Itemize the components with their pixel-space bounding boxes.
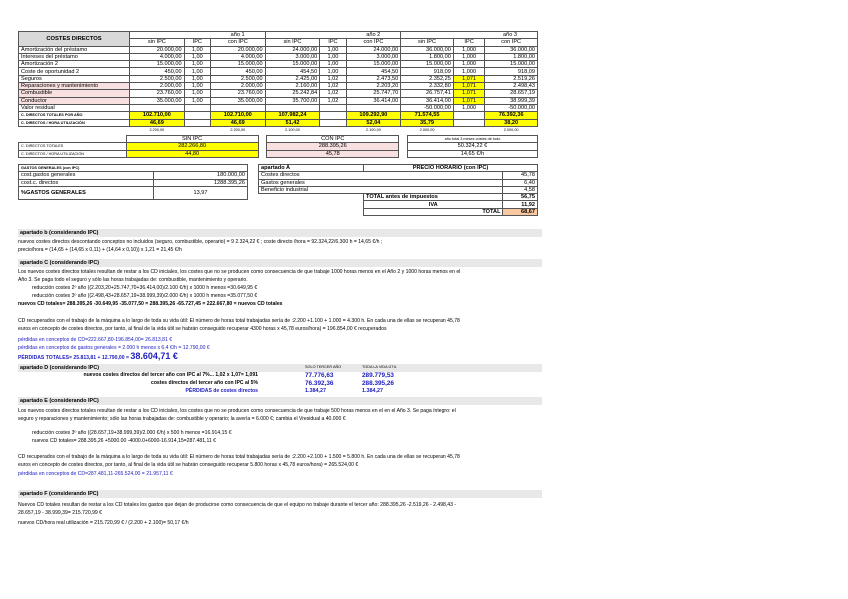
cell-value: 51,42: [265, 119, 320, 126]
cell-value: [265, 104, 320, 111]
cell-value: 1,000: [453, 68, 484, 75]
cell-value: 23.760,00: [210, 90, 265, 97]
cell-value: 52,04: [346, 119, 401, 126]
perdidas-totales-label: PÉRDIDAS TOTALES= 25.813,81 + 12.790,00 =: [18, 355, 129, 361]
summary-head-con-ipc: CON IPC: [267, 136, 399, 143]
gastos-row-label: cost.gastos generales: [19, 172, 154, 179]
apartado-d-value: 288.395,26: [362, 380, 394, 387]
apartado-e-line: Los nuevos costes directos totales resultan de restar a los CD iniciales, los costes que no se producen como consecuencia de que trabaje 500 horas menos en el en el Año 3. Se paga íntegro: el: [18, 408, 456, 414]
summary-table: [18, 135, 538, 158]
apartado-e-title: apartado E (considerando IPC): [18, 397, 542, 405]
cell-value: 35.000,00: [130, 97, 185, 104]
gastos-generales-table: [18, 164, 248, 200]
cell-value: 1,071: [453, 90, 484, 97]
cell-value: 36.414,00: [346, 97, 401, 104]
cell-value: 38,20: [485, 119, 538, 126]
apartado-c-line: Los nuevos costes directos totales resultan de restar a los CD iniciales, los costes que no se producen como consecuencia de que trabaje 1000 horas menos en el Año 2 y 1000 horas menos en el: [18, 269, 461, 275]
gastos-row-value: 180.000,00: [154, 172, 248, 179]
cell-value: 107.982,24: [265, 112, 320, 119]
cell-value: 1,000: [453, 104, 484, 111]
cell-value: 1,071: [453, 75, 484, 82]
cell-value: 2.000,00: [130, 83, 185, 90]
summary-hour-label: C. DIRECTOS / HORA UTILIZACIÓN: [19, 150, 127, 157]
cell-value: 1,071: [453, 83, 484, 90]
sub-header: IPC: [184, 39, 210, 46]
cell-value: 1,00: [320, 61, 346, 68]
cell-value: 2.352,25: [401, 75, 454, 82]
cell-value: 76.392,36: [485, 112, 538, 119]
apartado-f-line: Nuevos CD totales resultan de restar a los CD totales los gastos que dejan de producirse como consecuencia de que el equipo no trabaje durante el tercer año: 288.395,26 -2.519,26 - 2.498,43 -: [18, 502, 457, 508]
gastos-row-label: cost.c. directos: [19, 179, 154, 186]
cell-value: 35,79: [401, 119, 454, 126]
total-label: TOTAL: [364, 208, 503, 215]
apartado-e-line: CD recuperados con el trabajo de la máquina a lo largo de toda su vida útil: El número de horas total trabajadas sería de :2.200 +2.100 + 1.500 = 5.800 h. En cada una de ellas se recuperan 45,78: [18, 454, 460, 460]
precio-row-value: 4,58: [503, 186, 538, 193]
cell-value: 24.000,00: [346, 46, 401, 53]
apartado-c-line: CD recuperados con el trabajo de la máquina a lo largo de toda su vida útil: El número de horas total trabajadas sería de :2.200 +1.100 + 1.000 = 4.300 h. En cada una de ellas se recuperan 45,78: [18, 318, 460, 324]
sub-header: con IPC: [346, 39, 401, 46]
cell-value: 1,00: [184, 53, 210, 60]
row-label: Conductor: [19, 97, 130, 104]
gastos-row-value: 1288.395,26: [154, 179, 248, 186]
apartado-d-value: 76.392,36: [305, 380, 334, 387]
apartado-d-value: 289.779,53: [362, 372, 394, 379]
tiny-hours-cell: 2.200,00: [230, 127, 246, 132]
cell-value: 102.710,00: [130, 112, 185, 119]
cell-value: 36.414,00: [401, 97, 454, 104]
cell-value: 918,09: [485, 68, 538, 75]
summary-totals-con: 288.395,26: [267, 143, 399, 150]
sub-header: con IPC: [210, 39, 265, 46]
year-header: año 2: [265, 32, 401, 39]
total-value: 68,67: [503, 208, 538, 215]
cell-value: 1,00: [320, 68, 346, 75]
tiny-hours-cell: 2.100,00: [366, 127, 381, 132]
sub-header: IPC: [320, 39, 346, 46]
cell-value: 2.498,43: [485, 83, 538, 90]
cell-value: [453, 112, 484, 119]
row-label: Reparaciones y mantenimiento: [19, 83, 130, 90]
row-label: Valor residual: [19, 104, 130, 111]
cell-value: 1,00: [320, 46, 346, 53]
cell-value: 20.000,00: [130, 46, 185, 53]
totales-row: [19, 112, 538, 119]
cell-value: 4.000,00: [210, 53, 265, 60]
cell-value: [184, 119, 210, 126]
cell-value: 25.747,70: [346, 90, 401, 97]
summary-hour-note: 14,65 €/h: [407, 150, 537, 157]
table-row: [19, 53, 538, 60]
table-row: [19, 83, 538, 90]
tiny-hours-cell: 2.200,00: [149, 127, 165, 132]
cell-value: 46,69: [130, 119, 185, 126]
tiny-hours-row: [19, 126, 538, 133]
precio-row-value: 6,40: [503, 179, 538, 186]
apartado-e-line: pérdidas en conceptos de CD=287.481,11-265.524,00 = 21.957,11 €: [18, 471, 173, 477]
apartado-c-total: [18, 353, 178, 362]
apartado-c-line: pérdidas en conceptos de CD=222.667,80-196.854,00= 26.813,81 €: [18, 337, 173, 343]
cell-value: 1,00: [184, 90, 210, 97]
apartado-d-col-head: SOLO TERCER AÑO: [305, 365, 342, 369]
cell-value: 28.657,19: [485, 90, 538, 97]
cell-value: [320, 112, 346, 119]
cell-value: 1,071: [453, 97, 484, 104]
apartado-e-line: reducción costes 3º año ((28.657,19+38.999,39)/2.000 €/h) x 500 h menos =16.914,15 €: [32, 430, 232, 436]
tiny-hours-cell: 2.100,00: [285, 127, 300, 132]
row-label: Amortización 2: [19, 61, 130, 68]
cell-value: 1,000: [453, 53, 484, 60]
apartado-f-line: 28.657,19 - 38.999,39= 215.720,99 €: [18, 510, 102, 516]
summary-hour-sin: 44,80: [126, 150, 258, 157]
cell-value: 1,000: [453, 46, 484, 53]
sub-header: IPC: [453, 39, 484, 46]
cell-value: 2.425,00: [265, 75, 320, 82]
cell-value: [130, 104, 185, 111]
cell-value: 15.000,00: [346, 61, 401, 68]
cell-value: 1,00: [184, 75, 210, 82]
apartado-d-value: 1.384,27: [362, 388, 383, 394]
cell-value: 24.000,00: [265, 46, 320, 53]
tiny-hours-cell: 2.000,00: [419, 127, 435, 132]
cell-value: 36.000,00: [401, 46, 454, 53]
apartado-d-row-label: nuevos costes directos del tercer año con IPC al 7%... 1,02 x 1,07= 1,091: [83, 372, 258, 378]
year-header: año 3: [401, 32, 538, 39]
cell-value: 1,02: [320, 90, 346, 97]
year-header: año 1: [130, 32, 266, 39]
cell-value: 2.203,20: [346, 83, 401, 90]
total-antes-impuestos-value: 56,75: [503, 194, 538, 201]
cell-value: 1,00: [184, 97, 210, 104]
precio-row-label: Beneficio industrial: [259, 186, 503, 193]
total-antes-impuestos-label: TOTAL antes de impuestos: [364, 194, 503, 201]
cell-value: 3.000,00: [265, 53, 320, 60]
iva-value: 11,92: [503, 201, 538, 208]
apartado-d-col-head: TODA LA VIDA ÚTIL: [362, 365, 397, 369]
sub-header: sin IPC: [265, 39, 320, 46]
table-row: [19, 61, 538, 68]
apartado-c-line: euros en concepto de costes directos, por tanto, al final de la vida útil se habrán conseguido recuperar 4300 horas x 45,78 euros/hora) = 196.854,00 € recuperados: [18, 326, 387, 332]
cell-value: 2.500,00: [130, 75, 185, 82]
gastos-title: GASTOS GENERALES (con IPC): [19, 165, 248, 172]
row-label: Amortización del préstamo: [19, 46, 130, 53]
cell-value: [346, 104, 401, 111]
tiny-hours-cell: 2.000,00: [503, 127, 519, 132]
apartado-e-line: nuevos CD totales= 288.395,26 +5000.00 -4000.0+6000-16.914,15=287.481,11 €: [32, 438, 216, 444]
apartado-c-line: nuevos CD totales= 288.395,26 -30.649,95 -35.077,50 = 288.395,26 -65.727,45 = 222.667,80 = nuevos CD totales: [18, 301, 283, 307]
cell-value: [210, 104, 265, 111]
iva-label: IVA: [364, 201, 503, 208]
cell-value: 1.800,00: [401, 53, 454, 60]
cell-value: [453, 119, 484, 126]
cell-value: 2.332,80: [401, 83, 454, 90]
cell-value: 450,00: [210, 68, 265, 75]
cell-value: 15.000,00: [401, 61, 454, 68]
perdidas-totales-value: 38.604,71 €: [130, 351, 178, 361]
cell-value: 2.519,26: [485, 75, 538, 82]
cell-value: 1,00: [184, 61, 210, 68]
cell-value: 918,09: [401, 68, 454, 75]
cell-value: 109.292,90: [346, 112, 401, 119]
costes-directos-table: [18, 31, 538, 133]
totales-row-label: C. DIRECTOS TOTALES POR AÑO: [19, 112, 130, 119]
cell-value: 20.000,00: [210, 46, 265, 53]
apartado-d-row-label: costes directos del tercer año con IPC al 5%: [150, 380, 258, 386]
cell-value: [320, 119, 346, 126]
table-row: [19, 75, 538, 82]
gastos-pct-value: 13,97: [154, 186, 248, 199]
sub-header: sin IPC: [401, 39, 454, 46]
summary-totals-sin: 282.266,80: [126, 143, 258, 150]
cell-value: 36.000,00: [485, 46, 538, 53]
cell-value: 450,00: [130, 68, 185, 75]
apartado-c-line: reducción costes 2º año ((2.203,20+25.747,70+36.414,00)/2.100 €/h) x 1000 h menos =30.649,95 €: [32, 285, 258, 291]
table-row: [19, 90, 538, 97]
cell-value: 38.999,39: [485, 97, 538, 104]
summary-head-sin-ipc: SIN IPC: [126, 136, 258, 143]
apartado-b-title: apartado b (considerando IPC): [18, 229, 542, 237]
hora-row-label: C. DIRECTOS / HORA UTILIZACIÓN: [19, 119, 130, 126]
cell-value: 2.160,00: [265, 83, 320, 90]
cell-value: 35.000,00: [210, 97, 265, 104]
cell-value: 15.000,00: [130, 61, 185, 68]
cell-value: 1.800,00: [485, 53, 538, 60]
apartado-c-title: apartado C (considerando IPC): [18, 259, 542, 267]
cell-value: 454,50: [265, 68, 320, 75]
cell-value: 46,69: [210, 119, 265, 126]
summary-totals-note: 50.324,22 €: [407, 143, 537, 150]
cell-value: 71.574,55: [401, 112, 454, 119]
cell-value: 15.000,00: [210, 61, 265, 68]
row-label: Coste de oportunidad 2: [19, 68, 130, 75]
cell-value: 454,50: [346, 68, 401, 75]
apartado-c-line: pérdidas en conceptos de gastos generales = 2.000 h menos x 6,4 €/h = 12.790,00 €: [18, 345, 210, 351]
cell-value: [184, 112, 210, 119]
apartado-d-value: 1.384,27: [305, 388, 326, 394]
table-title: COSTES DIRECTOS: [19, 32, 130, 47]
apartado-d-row-label: PÉRDIDAS de costes directos: [185, 388, 258, 394]
cell-value: 1,00: [184, 68, 210, 75]
cell-value: 1,00: [320, 53, 346, 60]
cell-value: 2.000,00: [210, 83, 265, 90]
cell-value: 35.700,00: [265, 97, 320, 104]
summary-head-note: año total 3 meses costes de todo: [407, 136, 537, 143]
gastos-pct-label: %GASTOS GENERALES: [19, 186, 154, 199]
table-row: [19, 104, 538, 111]
cell-value: 1,02: [320, 75, 346, 82]
apartado-f-title: apartado F (considerando IPC): [18, 490, 542, 498]
cell-value: 4.000,00: [130, 53, 185, 60]
sub-header: sin IPC: [130, 39, 185, 46]
table-row: [19, 68, 538, 75]
cell-value: -50.000,00: [485, 104, 538, 111]
precio-row-label: Gastos generales: [259, 179, 503, 186]
precio-row-label: Costes directos: [259, 172, 503, 179]
cell-value: 25.242,84: [265, 90, 320, 97]
summary-totals-label: C. DIRECTOS TOTALES: [19, 143, 127, 150]
cell-value: 2.500,00: [210, 75, 265, 82]
apartado-d-title: apartado D (considerando IPC): [18, 364, 542, 372]
apartado-c-line: Año 3. Se paga todo el seguro y sólo las horas trabajadas de: combustible, mantenimiento y operario.: [18, 277, 248, 283]
cell-value: 23.760,00: [130, 90, 185, 97]
row-label: Combustible: [19, 90, 130, 97]
cell-value: 1,00: [184, 83, 210, 90]
cell-value: 3.000,00: [346, 53, 401, 60]
cell-value: 1,00: [184, 46, 210, 53]
apartado-e-line: seguro y reparaciones y mantenimiento; sólo las horas trabajadas de: combustible y operario; la avería = 6.000 €; cambia el Vresidual a 40.000 €: [18, 416, 346, 422]
cell-value: 1,02: [320, 83, 346, 90]
apartado-e-line: euros en concepto de costes directos, por tanto, al final de la vida útil se habrán conseguido recuperar 5.800 horas x 45,78 euros/hora) = 265.524,00 €: [18, 462, 359, 468]
cell-value: 15.000,00: [485, 61, 538, 68]
cell-value: 2.473,50: [346, 75, 401, 82]
cell-value: [184, 104, 210, 111]
table-row: [19, 46, 538, 53]
header-row-years: [19, 32, 538, 39]
row-label: Seguros: [19, 75, 130, 82]
cell-value: 26.757,41: [401, 90, 454, 97]
cell-value: 102.710,00: [210, 112, 265, 119]
apartado-f-line: nuevos CD/hora real utilización = 215.720,99 € / (2.200 + 2.100)= 50,17 €/h: [18, 520, 189, 526]
apartado-c-line: reducción costes 3º año ((2.498,43+28.657,19+38.999,39)/2.000 €/h) x 1000 h menos =35.077,50 €: [32, 293, 258, 299]
cell-value: 15.000,00: [265, 61, 320, 68]
apartado-b-line: precio/hora = (14,65 + (14,65 x 0,11) + (14,64 x 0,10)) x 1,21 = 21,45 €/h: [18, 247, 182, 253]
precio-horario-head: PRECIO HORARIO (con IPC): [364, 165, 538, 172]
cell-value: -50.000,00: [401, 104, 454, 111]
apartado-b-line: nuevos costes directos descontando conceptos no incluidos (seguro, combustible, operario) = 9 2.324,22 € ; coste directo /hora = 92.324,22/6.300 h = 14,65 €/h ;: [18, 239, 383, 245]
cell-value: 1,000: [453, 61, 484, 68]
sub-header: con IPC: [485, 39, 538, 46]
row-label: Intereses del préstamo: [19, 53, 130, 60]
precio-horario-table: [258, 164, 538, 216]
apartado-d-value: 77.776,63: [305, 372, 334, 379]
precio-row-value: 45,78: [503, 172, 538, 179]
apartado-a-label: apartado A: [259, 165, 364, 172]
hora-row: [19, 119, 538, 126]
cell-value: 1,02: [320, 97, 346, 104]
table-row: [19, 97, 538, 104]
summary-hour-con: 45,78: [267, 150, 399, 157]
cell-value: [320, 104, 346, 111]
